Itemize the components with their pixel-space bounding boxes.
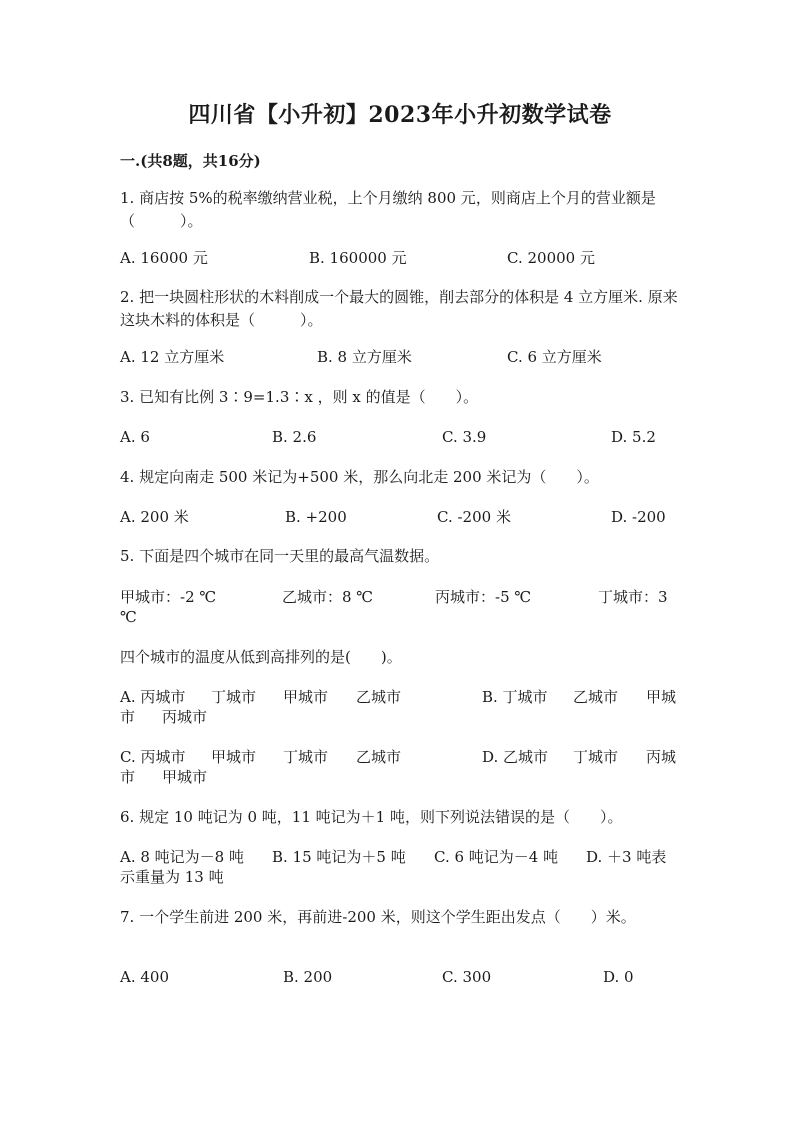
option-b-3-tail[interactable]: 市	[120, 708, 136, 726]
option-b-2[interactable]: 乙城市	[573, 688, 619, 706]
option-b[interactable]: B. 160000 元	[309, 249, 407, 267]
option-c-3[interactable]: 丁城市	[283, 748, 329, 766]
question-3-options	[120, 426, 680, 449]
option-d-3-tail[interactable]: 市	[120, 768, 136, 786]
city-ding-temp: 丁城市：3	[598, 588, 668, 606]
option-c[interactable]: C. 3.9	[442, 428, 487, 446]
question-4-stem: 4. 规定向南走 500 米记为+500 米，那么向北走 200 米记为（ ）。	[120, 468, 599, 486]
temperature-data-tail	[120, 606, 680, 629]
option-d[interactable]: D. -200	[611, 508, 666, 526]
question-5-options-ab-tail	[120, 706, 680, 729]
option-c[interactable]: C. -200 米	[437, 508, 511, 526]
option-c[interactable]: C. 6 立方厘米	[507, 348, 602, 366]
option-d-2[interactable]: 丁城市	[573, 748, 619, 766]
option-c[interactable]: C. 20000 元	[507, 249, 595, 267]
option-a[interactable]: A. 200 米	[120, 508, 189, 526]
question-5-stem: 5. 下面是四个城市在同一天里的最高气温数据。	[120, 547, 440, 565]
option-d-tail[interactable]: 示重量为 13 吨	[120, 868, 224, 886]
question-1-options	[120, 247, 680, 270]
option-d-3[interactable]: 丙城	[646, 748, 677, 766]
option-d[interactable]: D. 5.2	[611, 428, 656, 446]
question-6-stem: 6. 规定 10 吨记为 0 吨，11 吨记为＋1 吨，则下列说法错误的是（ ）。	[120, 808, 623, 826]
option-a-4[interactable]: 乙城市	[356, 688, 402, 706]
city-bing-temp: 丙城市：-5 ℃	[435, 588, 532, 606]
city-ding-unit: ℃	[120, 608, 137, 626]
question-7-options	[120, 966, 680, 989]
option-c[interactable]: C. 6 吨记为－4 吨	[434, 848, 559, 866]
question-3-stem: 3. 已知有比例 3∶9=1.3∶x ，则 x 的值是（ ）。	[120, 388, 479, 406]
option-c-1[interactable]: C. 丙城市	[120, 748, 186, 766]
question-2-options	[120, 346, 680, 369]
option-a-2[interactable]: 丁城市	[211, 688, 257, 706]
question-5-prompt: 四个城市的温度从低到高排列的是( )。	[120, 648, 402, 666]
option-a[interactable]: A. 400	[120, 968, 169, 986]
city-jia-temp: 甲城市：-2 ℃	[120, 588, 217, 606]
option-d-4[interactable]: 甲城市	[162, 768, 208, 786]
question-5-options-cd-tail	[120, 766, 680, 789]
option-b-4[interactable]: 丙城市	[162, 708, 208, 726]
section-heading: 一.(共8题，共16分)	[120, 152, 261, 170]
option-b[interactable]: B. 200	[283, 968, 333, 986]
option-b-3[interactable]: 甲城	[646, 688, 677, 706]
question-4-options	[120, 506, 680, 529]
city-yi-temp: 乙城市：8 ℃	[282, 588, 374, 606]
option-a[interactable]: A. 16000 元	[120, 249, 208, 267]
option-c-2[interactable]: 甲城市	[211, 748, 257, 766]
option-b[interactable]: B. 2.6	[272, 428, 317, 446]
option-d[interactable]: D. ＋3 吨表	[586, 848, 667, 866]
option-a-3[interactable]: 甲城市	[283, 688, 329, 706]
question-2-stem: 2. 把一块圆柱形状的木料削成一个最大的圆锥，削去部分的体积是 4 立方厘米. 原来这块木料的体积是（ ）。	[120, 288, 678, 329]
option-d[interactable]: D. 0	[603, 968, 634, 986]
option-a-1[interactable]: A. 丙城市	[120, 688, 186, 706]
option-b[interactable]: B. 8 立方厘米	[317, 348, 412, 366]
question-1-stem: 1. 商店按 5%的税率缴纳营业税，上个月缴纳 800 元，则商店上个月的营业额是（ ）。	[120, 189, 656, 230]
option-a[interactable]: A. 8 吨记为－8 吨	[120, 848, 244, 866]
option-d-1[interactable]: D. 乙城市	[482, 748, 549, 766]
question-6-options-tail	[120, 866, 680, 889]
option-a[interactable]: A. 6	[120, 428, 150, 446]
option-a[interactable]: A. 12 立方厘米	[120, 348, 225, 366]
option-c-4[interactable]: 乙城市	[356, 748, 402, 766]
option-b[interactable]: B. 15 吨记为＋5 吨	[272, 848, 406, 866]
option-b[interactable]: B. +200	[285, 508, 347, 526]
option-c[interactable]: C. 300	[442, 968, 492, 986]
option-b-1[interactable]: B. 丁城市	[482, 688, 548, 706]
page-title: 四川省【小升初】2023年小升初数学试卷	[188, 102, 612, 128]
question-7-stem: 7. 一个学生前进 200 米，再前进-200 米，则这个学生距出发点（ ）米。	[120, 908, 636, 926]
